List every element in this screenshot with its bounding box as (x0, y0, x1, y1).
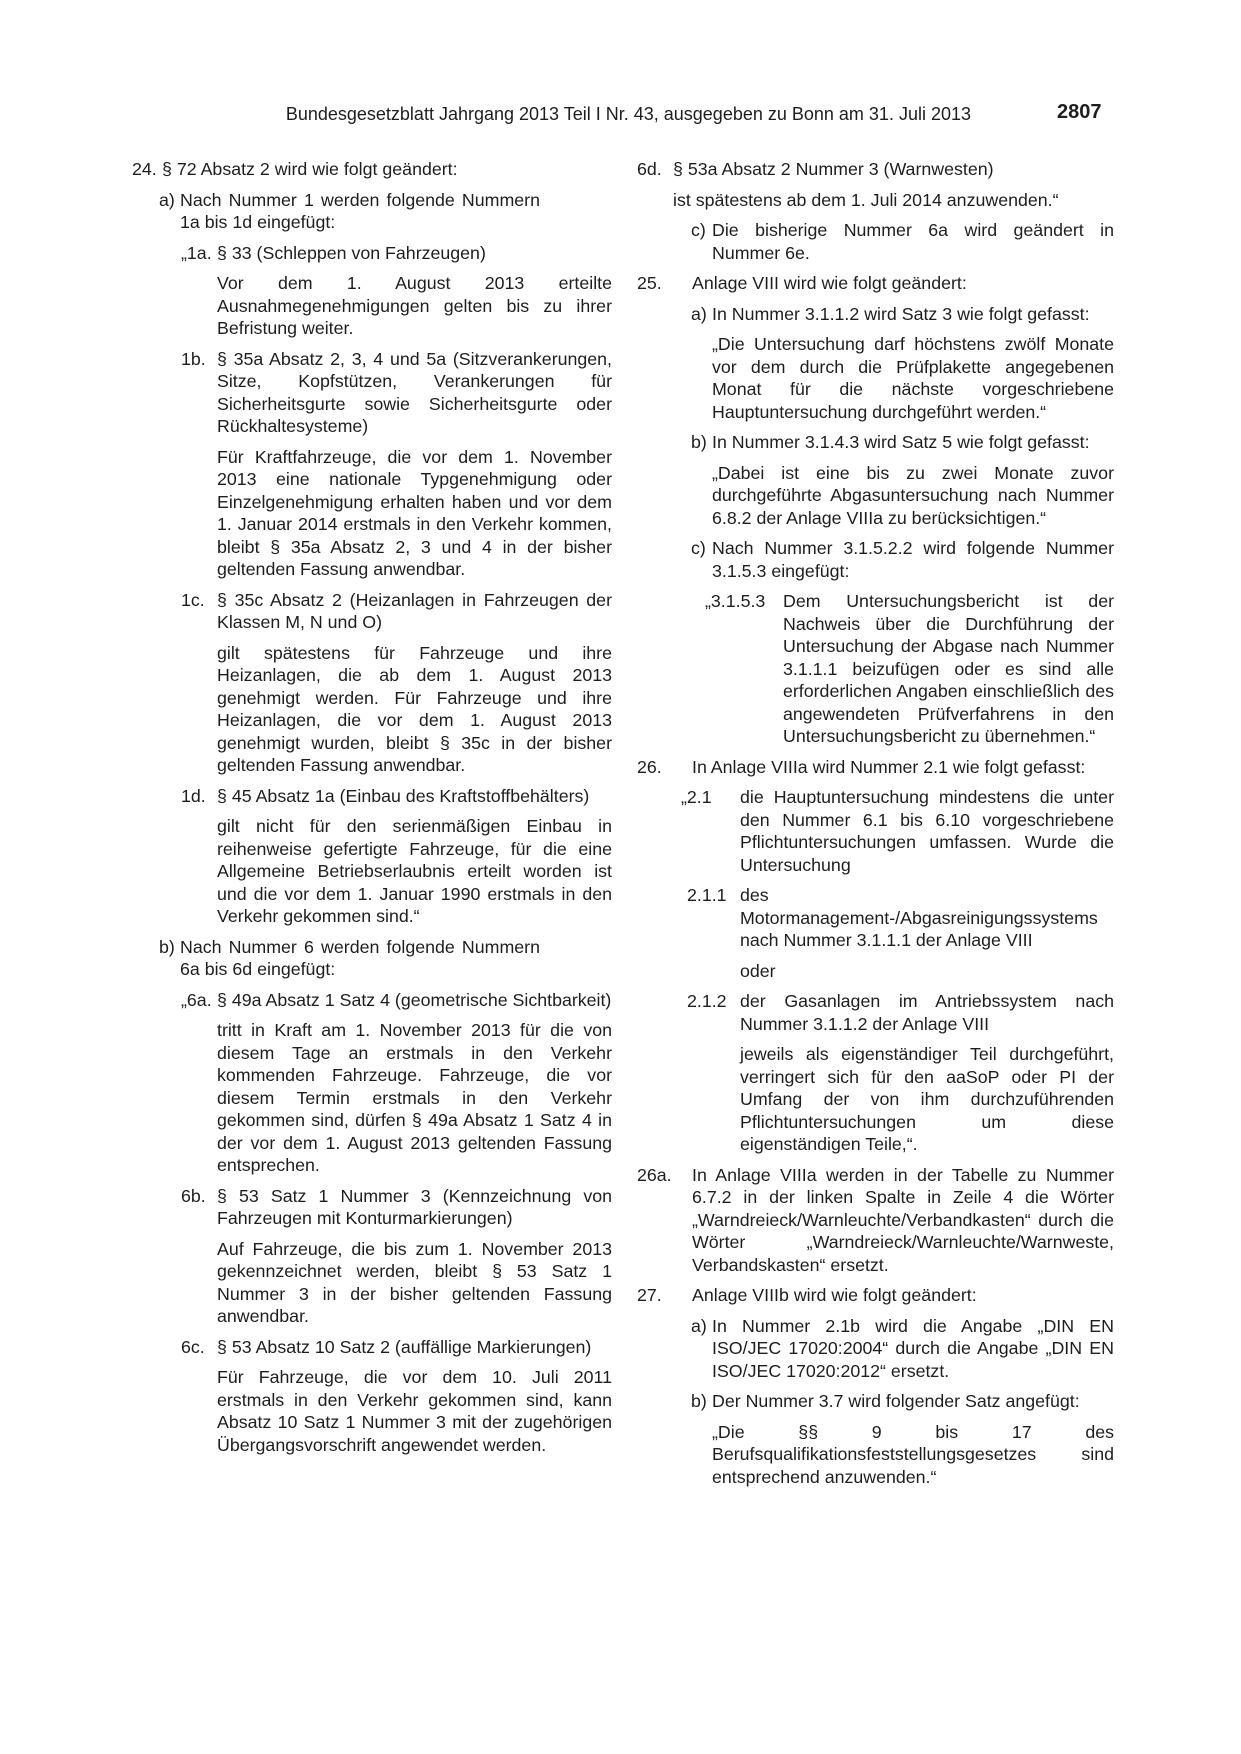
quote-text: „Die Untersuchung darf höchstens zwölf Monate vor dem durch die Prüfplakette angegebenen Monat für die nächste vorgeschriebene Hauptuntersuchung durchgeführt werden.“ (712, 334, 1114, 422)
item-text: Anlage VIIIb wird wie folgt geändert: (692, 1285, 977, 1305)
sub-item-text: In Nummer 2.1b wird die Angabe „DIN EN ISO/JEC 17020:2004“ durch die Angabe „DIN EN ISO/JEC 17020:2012“ ersetzt. (712, 1315, 1114, 1381)
number-label: „3.1.5.3 (705, 591, 766, 611)
number-body: Auf Fahrzeuge, die bis zum 1. November 2013 gekennzeichnet werden, bleibt § 53 Satz 1 Nummer 3 in der bisher geltenden Fassung anwendbar. (217, 1238, 612, 1326)
number-title: § 35c Absatz 2 (Heizanlagen in Fahrzeugen der Klassen M, N und O) (217, 589, 612, 632)
sub-item-label: b) (159, 936, 175, 957)
sub-item-text: Nach Nummer 6 werden folgende Nummern 6a bis 6d eingefügt: (180, 936, 540, 979)
number-text: die Hauptuntersuchung mindestens die unter den Nummer 6.1 bis 6.10 vorgeschriebene Pflichtuntersuchungen umfassen. Wurde die Untersuchung (740, 787, 1114, 875)
sub-item-b (132, 936, 612, 981)
item-25 (637, 272, 1114, 295)
number-title: § 53 Absatz 10 Satz 2 (auffällige Markierungen) (217, 1336, 592, 1357)
item-number: 26a. (637, 1164, 672, 1185)
number-6d (637, 158, 1114, 211)
sub-item-a27 (637, 1315, 1114, 1383)
sub-item-label: b) (691, 432, 707, 452)
number-label: 6b. (181, 1185, 206, 1206)
number-2-1-2 (637, 990, 1114, 1156)
item-26 (637, 756, 1114, 779)
number-text: Dem Untersuchungsbericht ist der Nachweis über die Durchführung der Untersuchung der Abgase nach Nummer 3.1.1.1 beizufügen oder es sind alle erforderlichen Angaben einschließlich des angewendeten Prüfverfahrens in den Untersuchungsbericht zu übernehmen.“ (783, 591, 1114, 746)
header-title: Bundesgesetzblatt Jahrgang 2013 Teil I Nr. 43, ausgegeben zu Bonn am 31. Juli 2013 (285, 104, 971, 124)
sub-item-a25 (637, 303, 1114, 424)
number-1a (132, 242, 612, 340)
sub-item-text: In Nummer 3.1.1.2 wird Satz 3 wie folgt gefasst: (712, 303, 1090, 324)
item-26a (637, 1164, 1114, 1277)
number-6c (132, 1336, 612, 1457)
sub-item-b27 (637, 1390, 1114, 1488)
number-label: 1b. (181, 348, 206, 369)
number-1c (132, 589, 612, 777)
number-1d (132, 785, 612, 928)
number-body: ist spätestens ab dem 1. Juli 2014 anzuwenden.“ (673, 189, 1059, 210)
item-text: In Anlage VIIIa werden in der Tabelle zu Nummer 6.7.2 in der linken Spalte in Zeile 4 die Wörter „Warndreieck/Warnleuchte/Verbandkasten“ durch die Wörter „Warndreieck/Warnleuchte/Warnweste, Verbandskasten“ ersetzt. (692, 1164, 1114, 1275)
number-body: gilt spätestens für Fahrzeuge und ihre Heizanlagen, die ab dem 1. August 2013 genehmigt werden. Für Fahrzeuge und ihre Heizanlagen, die vor dem 1. August 2013 genehmigt wurden, bleibt § 35c in der bisher geltenden Fassung anwendbar. (217, 642, 612, 775)
number-body: Für Fahrzeuge, die vor dem 10. Juli 2011 erstmals in den Verkehr gekommen sind, kann Absatz 10 Satz 1 Nummer 3 mit der zugehörigen Übergangsvorschrift angewendet werden. (217, 1367, 612, 1455)
number-label: 6d. (637, 159, 662, 179)
number-title: § 35a Absatz 2, 3, 4 und 5a (Sitzverankerungen, Sitze, Kopfstützen, Verankerungen für Sicherheitsgurte sowie Sicherheitsgurte oder Rückhaltesysteme) (217, 348, 612, 436)
quote-text: „Dabei ist eine bis zu zwei Monate zuvor durchgeführte Abgasuntersuchung nach Nummer 6.8.2 der Anlage VIIIa zu berücksichtigen.“ (712, 462, 1114, 528)
number-2-1 (637, 786, 1114, 876)
oder-text: oder (740, 960, 776, 981)
number-title: § 49a Absatz 1 Satz 4 (geometrische Sichtbarkeit) (217, 989, 612, 1010)
number-text: der Gasanlagen im Antriebssystem nach Nummer 3.1.1.2 der Anlage VIII (740, 991, 1114, 1034)
number-label: 2.1.2 (687, 991, 727, 1011)
number-body: Für Kraftfahrzeuge, die vor dem 1. November 2013 eine nationale Typgenehmigung oder Einzelgenehmigung erhalten haben und vor dem 1. Januar 2014 erstmals in den Verkehr kommen, bleibt § 35a Absatz 2, 3 und 4 in der bisher geltenden Fassung anwendbar. (217, 446, 612, 579)
number-2-1-1 (637, 884, 1114, 982)
item-24 (132, 158, 612, 181)
right-column (637, 158, 1114, 1488)
sub-item-label: c) (691, 220, 706, 240)
running-header (0, 101, 1241, 128)
page-number: 2807 (1057, 101, 1102, 123)
sub-item-label: a) (159, 189, 175, 210)
item-number: 26. (637, 756, 662, 777)
sub-item-b25 (637, 431, 1114, 529)
number-body: gilt nicht für den serienmäßigen Einbau in reihenweise gefertigte Fahrzeuge, für die eine Allgemeine Betriebserlaubnis erteilt worden ist und die vor dem 1. Januar 1990 erstmals in den Verkehr gekommen sind.“ (217, 816, 612, 926)
number-label: 6c. (181, 1336, 205, 1357)
number-text: des Motormanagement-/Abgasreinigungssystems nach Nummer 3.1.1.1 der Anlage VIII (740, 885, 1098, 950)
quote-text: „Die §§ 9 bis 17 des Berufsqualifikationsfeststellungsgesetzes sind entsprechend anzuwenden.“ (712, 1421, 1114, 1487)
number-1b (132, 348, 612, 581)
item-number: 25. (637, 273, 662, 293)
number-title: § 45 Absatz 1a (Einbau des Kraftstoffbehälters) (217, 785, 590, 806)
number-body: tritt in Kraft am 1. November 2013 für die von diesem Tage an erstmals in den Verkehr kommenden Fahrzeuge. Fahrzeuge, die vor diesem Termin erstmals in den Verkehr gekommen sind, dürfen § 49a Absatz 1 Satz 4 in der vor dem 1. August 2013 geltenden Fassung entsprechen. (217, 1020, 612, 1175)
number-label: „1a. (181, 242, 212, 263)
sub-item-c (637, 219, 1114, 264)
number-label: „2.1 (681, 787, 712, 807)
sub-item-label: c) (691, 538, 706, 558)
number-6a (132, 989, 612, 1177)
sub-item-label: a) (691, 303, 707, 324)
sub-item-label: b) (691, 1391, 707, 1411)
number-label: 1d. (181, 785, 206, 806)
number-body: Vor dem 1. August 2013 erteilte Ausnahmegenehmigungen gelten bis zu ihrer Befristung weiter. (217, 273, 612, 338)
number-label: 1c. (181, 589, 205, 610)
sub-item-c25 (637, 537, 1114, 582)
number-6b (132, 1185, 612, 1328)
item-text: § 72 Absatz 2 wird wie folgt geändert: (162, 159, 458, 179)
number-label: 2.1.1 (687, 885, 727, 905)
left-column (132, 158, 612, 1456)
sub-item-text: Die bisherige Nummer 6a wird geändert in Nummer 6e. (712, 220, 1114, 263)
item-27 (637, 1284, 1114, 1307)
number-label: „6a. (181, 989, 212, 1010)
number-title: § 53 Satz 1 Nummer 3 (Kennzeichnung von Fahrzeugen mit Konturmarkierungen) (217, 1185, 612, 1228)
item-text: In Anlage VIIIa wird Nummer 2.1 wie folgt gefasst: (692, 756, 1086, 777)
item-number: 24. (132, 159, 157, 179)
item-number: 27. (637, 1285, 662, 1305)
sub-item-text: Nach Nummer 1 werden folgende Nummern 1a bis 1d eingefügt: (180, 189, 540, 232)
number-3-1-5-3 (637, 590, 1114, 748)
sub-item-text: Der Nummer 3.7 wird folgender Satz angefügt: (712, 1391, 1080, 1411)
number-title: § 33 (Schleppen von Fahrzeugen) (217, 242, 486, 263)
number-body: jeweils als eigenständiger Teil durchgeführt, verringert sich für den aaSoP oder PI der Umfang der von ihm durchzuführenden Pflichtuntersuchungen um diese eigenständigen Teile,“. (740, 1044, 1114, 1154)
sub-item-a (132, 189, 612, 234)
sub-item-text: Nach Nummer 3.1.5.2.2 wird folgende Nummer 3.1.5.3 eingefügt: (712, 538, 1114, 581)
sub-item-text: In Nummer 3.1.4.3 wird Satz 5 wie folgt gefasst: (712, 432, 1090, 452)
number-title: § 53a Absatz 2 Nummer 3 (Warnwesten) (673, 159, 994, 179)
item-text: Anlage VIII wird wie folgt geändert: (692, 273, 967, 293)
sub-item-label: a) (691, 1315, 707, 1336)
